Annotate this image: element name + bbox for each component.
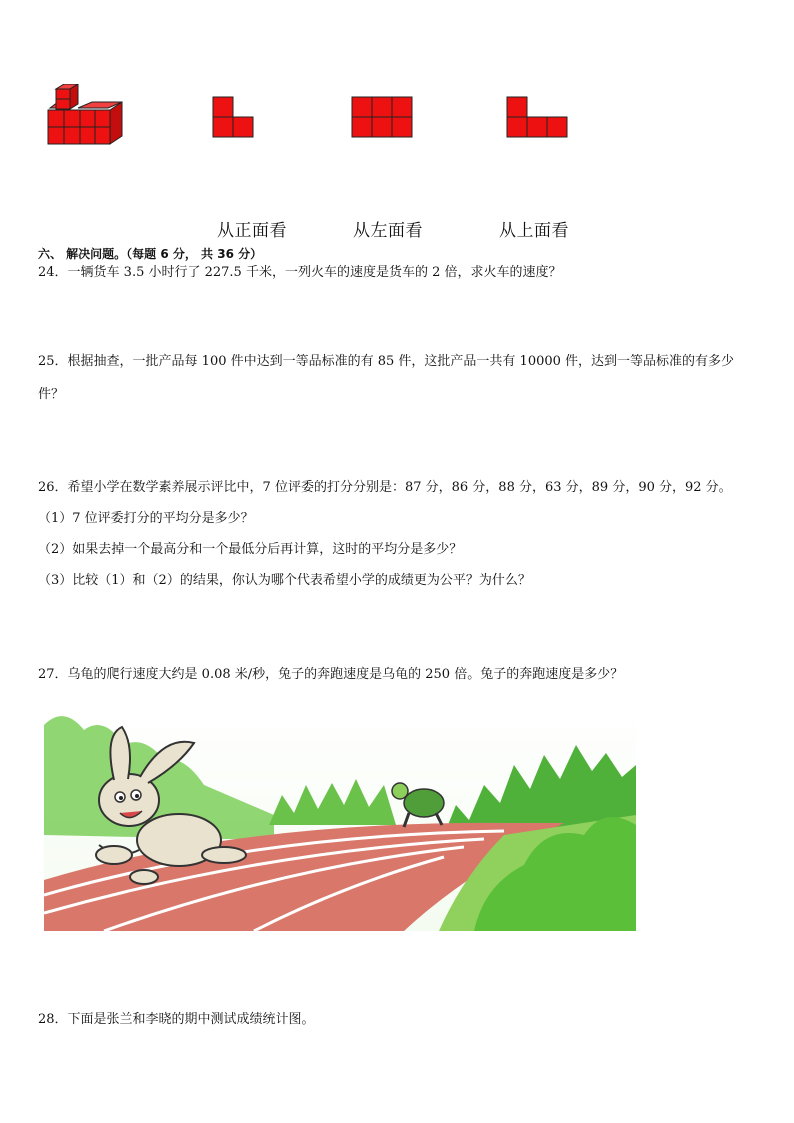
section-header: 六、 解决问题。（每题 6 分， 共 36 分） [38,247,263,261]
question-25-line2: 件？ [38,387,65,402]
top-view-shape [506,96,568,138]
question-25-line1: 25．根据抽查，一批产品每 100 件中达到一等品标准的有 85 件，这批产品一共有 10000 件，达到一等品标准的有多少 [38,354,735,369]
question-27: 27．乌龟的爬行速度大约是 0.08 米/秒，兔子的奔跑速度是乌龟的 250 倍。兔子的奔跑速度是多少？ [38,667,624,682]
front-view-label: 从正面看 [217,221,287,241]
question-26-part1: （1）7 位评委打分的平均分是多少？ [38,511,254,526]
question-26-part3: （3）比较（1）和（2）的结果，你认为哪个代表希望小学的成绩更为公平？为什么？ [38,573,531,588]
rabbit-tortoise-race-illustration [44,705,636,931]
top-view-label: 从上面看 [499,221,569,241]
left-view-label: 从左面看 [353,221,423,241]
left-view-shape [351,96,413,138]
question-28: 28．下面是张兰和李晓的期中测试成绩统计图。 [38,1012,315,1027]
question-24: 24．一辆货车 3.5 小时行了 227.5 千米，一列火车的速度是货车的 2 倍，求火车的速度？ [38,265,562,280]
question-26-part2: （2）如果去掉一个最高分和一个最低分后再计算，这时的平均分是多少？ [38,542,463,557]
question-26: 26．希望小学在数学素养展示评比中，7 位评委的打分分别是：87 分，86 分，88 分，63 分，89 分，90 分，92 分。 [38,480,732,495]
cube-figure-3d [44,84,126,146]
front-view-shape [212,96,256,138]
